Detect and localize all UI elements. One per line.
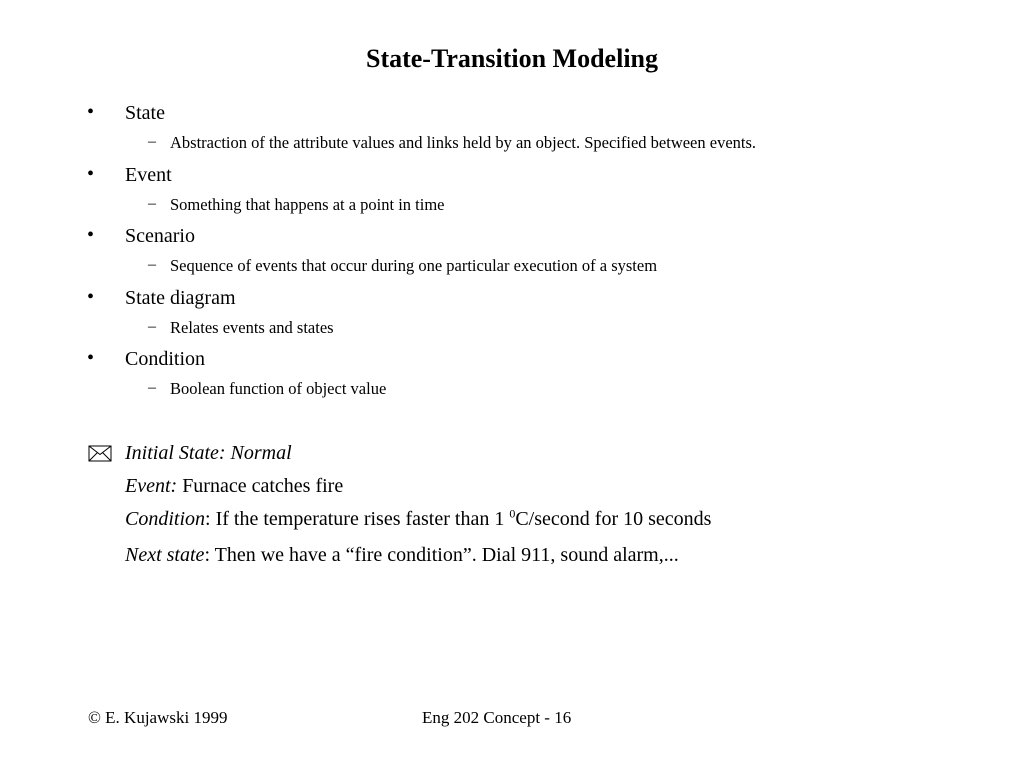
sub-bullet-mark: –	[148, 379, 156, 396]
bullet-mark: •	[87, 224, 95, 246]
sub-bullet-text: Abstraction of the attribute values and links held by an object. Specified between events.	[170, 133, 757, 152]
footer-page-label: Eng 202 Concept - 16	[422, 708, 572, 727]
bullet-item-scenario	[0, 223, 1024, 285]
bullet-label: State diagram	[125, 286, 236, 309]
sub-bullet-mark: –	[148, 133, 156, 150]
bullet-label: Condition	[125, 348, 206, 370]
sub-bullet-text: Relates events and states	[170, 317, 334, 337]
envelope-icon	[88, 445, 112, 467]
example-event	[125, 475, 343, 498]
example-initial-state	[125, 442, 292, 465]
next-state-text: : Then we have a “fire condition”. Dial 911, sound alarm,...	[204, 544, 679, 566]
bullet-list	[0, 100, 1024, 408]
condition-text-post: C/second for 10 seconds	[515, 508, 712, 530]
event-label: Event:	[125, 475, 178, 497]
next-state-label: Next state	[125, 544, 205, 566]
sub-bullet-text: Sequence of events that occur during one particular execution of a system	[170, 256, 658, 275]
sub-bullet-text: Boolean function of object value	[170, 379, 387, 398]
slide-title: State-Transition Modeling	[365, 44, 659, 73]
sub-bullet-mark: –	[148, 256, 156, 273]
sub-bullet-mark: –	[148, 317, 156, 335]
bullet-label: Scenario	[125, 225, 195, 247]
sub-bullet-mark: –	[148, 194, 156, 212]
bullet-item-condition	[0, 346, 1024, 408]
bullet-mark: •	[87, 101, 95, 123]
footer-copyright: © E. Kujawski 1999	[88, 708, 228, 727]
sub-bullet-text: Something that happens at a point in time	[170, 194, 445, 214]
bullet-item-state-diagram	[0, 285, 1024, 347]
bullet-mark: •	[87, 162, 95, 185]
bullet-mark: •	[87, 347, 95, 369]
event-text: Furnace catches fire	[177, 475, 344, 497]
condition-label: Condition	[125, 508, 206, 530]
bullet-item-state	[0, 100, 1024, 162]
initial-state-text: Initial State: Normal	[125, 442, 292, 464]
example-condition	[125, 508, 711, 531]
bullet-label: State	[125, 102, 165, 124]
example-next-state	[125, 544, 679, 567]
bullet-item-event	[0, 162, 1024, 224]
condition-superscript: 0	[509, 506, 516, 521]
condition-text-pre: : If the temperature rises faster than 1	[205, 508, 510, 530]
bullet-label: Event	[125, 163, 172, 186]
bullet-mark: •	[87, 285, 95, 308]
